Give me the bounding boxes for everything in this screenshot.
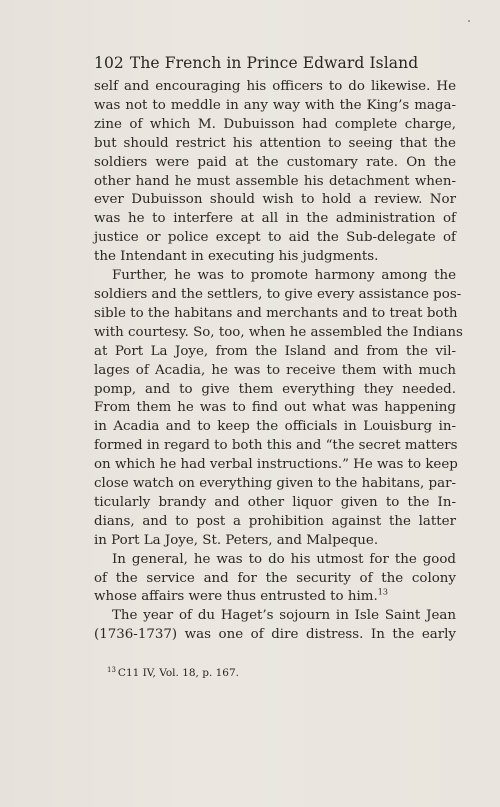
line-text: From them he was to find out what was happening [94, 400, 456, 416]
line-text: on which he had verbal instructions.” He was to keep [94, 457, 458, 473]
text-line [94, 229, 456, 248]
text-line [94, 97, 456, 116]
body-text [94, 78, 463, 645]
text-line [94, 173, 456, 192]
line-text: in Acadia and to keep the officials in Louisburg in- [94, 419, 456, 435]
text-line [94, 399, 456, 418]
text-line [94, 475, 456, 494]
line-text: dians, and to post a prohibition against the latter [94, 513, 456, 529]
footnote-reference: 13 [377, 588, 388, 597]
paragraph [94, 78, 456, 267]
line-text: The year of du Haget’s sojourn in Isle Saint Jean [112, 608, 456, 624]
text-line [94, 437, 456, 456]
line-text: ticularly brandy and other liquor given to the In- [94, 494, 456, 510]
line-text: soldiers and the settlers, to give every assistance pos- [94, 286, 462, 302]
text-line [94, 456, 456, 475]
text-line [94, 305, 456, 324]
line-text: whose affairs were thus entrusted to him. [94, 589, 378, 605]
text-line [94, 513, 456, 532]
footnote [107, 667, 239, 679]
line-text: at Port La Joye, from the Island and from the vil- [94, 343, 456, 359]
line-text: the Intendant in executing his judgments. [94, 249, 379, 265]
footnote-text: C11 IV, Vol. 18, p. 167. [117, 667, 240, 679]
text-line [94, 418, 456, 437]
line-text: zine of which M. Dubuisson had complete charge, [94, 116, 456, 132]
line-text: lages of Acadia, he was to receive them with much [94, 362, 456, 378]
text-line [94, 248, 456, 267]
text-line [94, 210, 456, 229]
paragraph [94, 551, 456, 608]
text-line [94, 494, 456, 513]
line-text: of the service and for the security of the colony [94, 570, 456, 586]
text-line [94, 78, 456, 97]
text-line [94, 116, 456, 135]
line-text: ever Dubuisson should wish to hold a review. Nor [94, 192, 456, 208]
text-line [94, 267, 456, 286]
line-text: other hand he must assemble his detachment when- [94, 173, 456, 189]
line-text: with courtesy. So, too, when he assembled the Indians [94, 324, 463, 340]
line-text: pomp, and to give them everything they needed. [94, 381, 456, 397]
line-text: (1736-1737) was one of dire distress. In the early [94, 627, 456, 643]
line-text: self and encouraging his officers to do likewise. He [94, 79, 456, 94]
text-line [94, 607, 456, 626]
footnote-number: 13 [107, 665, 116, 674]
line-text: Further, he was to promote harmony among the [112, 268, 456, 284]
text-line [94, 381, 456, 400]
text-line [94, 154, 456, 173]
line-text: in Port La Joye, St. Peters, and Malpeque. [94, 532, 379, 548]
text-line [94, 324, 463, 343]
line-text: justice or police except to aid the Sub-delegate of [94, 230, 456, 246]
line-text: In general, he was to do his utmost for the good [112, 551, 456, 567]
line-text: close watch on everything given to the habitans, par- [94, 476, 456, 492]
paragraph [94, 267, 463, 551]
text-line [94, 588, 456, 607]
line-text: was he to interfere at all in the administration of [94, 211, 456, 227]
text-line [94, 532, 456, 551]
text-line [94, 286, 462, 305]
paper-speck [468, 20, 470, 22]
page-number: 102 [94, 54, 124, 72]
text-line [94, 626, 456, 645]
line-text: soldiers were paid at the customary rate. On the [94, 154, 456, 170]
line-text: formed in regard to both this and “the secret matters [94, 438, 458, 454]
text-line [94, 135, 456, 154]
text-line [94, 362, 456, 381]
running-title: The French in Prince Edward Island [129, 54, 419, 72]
line-text: but should restrict his attention to seeing that the [94, 135, 456, 151]
text-line [94, 551, 456, 570]
paragraph [94, 607, 456, 645]
text-line [94, 343, 456, 362]
text-line [94, 191, 456, 210]
line-text: sible to the habitans and merchants and to treat both [94, 305, 458, 321]
text-line [94, 570, 456, 589]
line-text: was not to meddle in any way with the King’s maga- [94, 97, 456, 113]
running-header [94, 54, 419, 72]
